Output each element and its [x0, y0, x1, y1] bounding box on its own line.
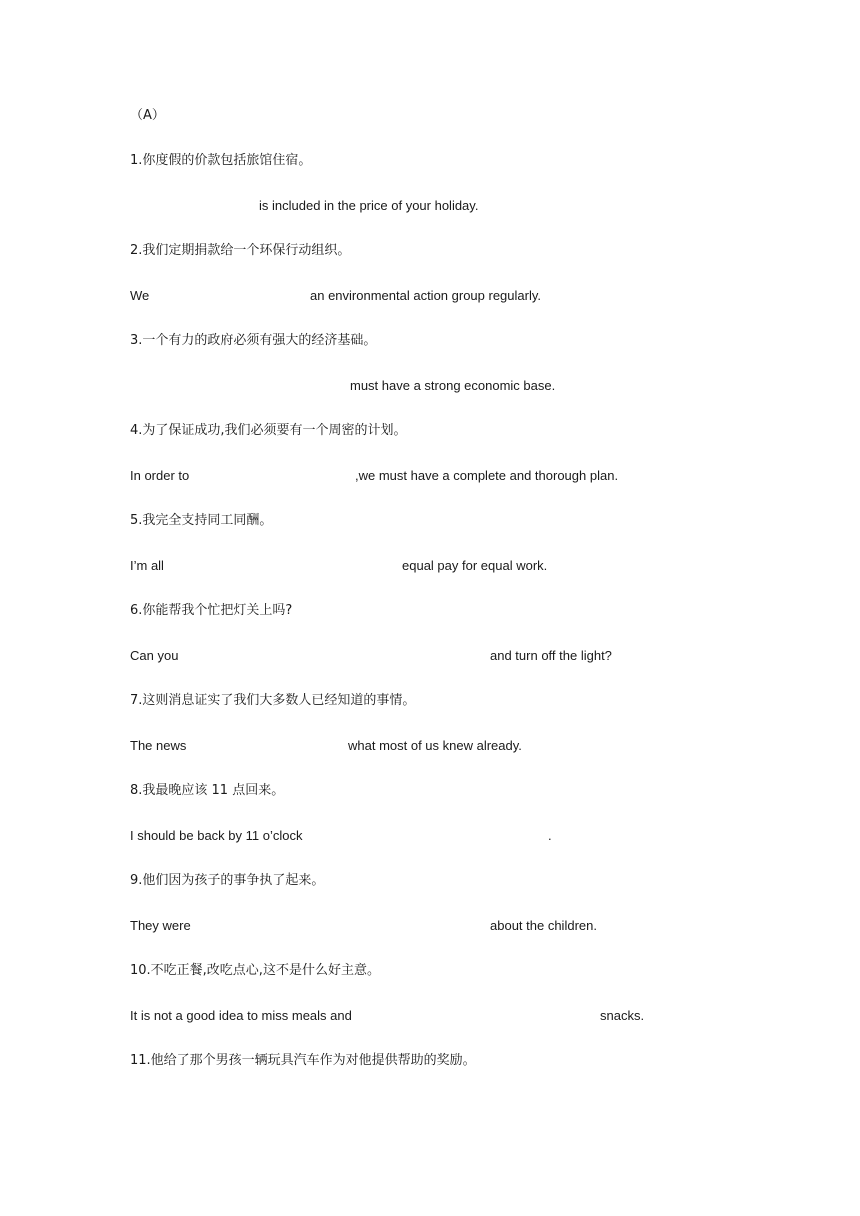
question-4-before-blank: In order to	[130, 468, 190, 483]
question-6-chinese: 6.你能帮我个忙把灯关上吗?	[130, 603, 293, 618]
question-5-before-blank: I’m all	[130, 558, 164, 573]
question-3-after-blank: must have a strong economic base.	[350, 378, 556, 393]
question-7-before-blank: The news	[130, 738, 187, 753]
question-1-after-blank: is included in the price of your holiday.	[259, 198, 479, 213]
question-8-chinese: 8.我最晚应该 11 点回来。	[130, 783, 285, 798]
question-8-after-blank: .	[548, 828, 552, 843]
question-7-after-blank: what most of us knew already.	[348, 738, 522, 753]
question-10-chinese: 10.不吃正餐,改吃点心,这不是什么好主意。	[130, 963, 380, 978]
question-7-chinese: 7.这则消息证实了我们大多数人已经知道的事情。	[130, 693, 416, 708]
question-4-after-blank: ,we must have a complete and thorough plan.	[355, 468, 619, 483]
question-3-chinese: 3.一个有力的政府必须有强大的经济基础。	[130, 333, 377, 348]
question-1-chinese: 1.你度假的价款包括旅馆住宿。	[130, 153, 312, 168]
question-2-before-blank: We	[130, 288, 150, 303]
question-9-before-blank: They were	[130, 918, 191, 933]
question-6-after-blank: and turn off the light?	[490, 648, 612, 663]
question-9-chinese: 9.他们因为孩子的事争执了起来。	[130, 873, 325, 888]
question-2-chinese: 2.我们定期捐款给一个环保行动组织。	[130, 243, 351, 258]
question-11-chinese: 11.他给了那个男孩一辆玩具汽车作为对他提供帮助的奖励。	[130, 1053, 476, 1068]
question-6-before-blank: Can you	[130, 648, 179, 663]
question-8-before-blank: I should be back by 11 o’clock	[130, 828, 303, 843]
question-5-after-blank: equal pay for equal work.	[402, 558, 548, 573]
question-10-after-blank: snacks.	[600, 1008, 645, 1023]
question-5-chinese: 5.我完全支持同工同酬。	[130, 513, 273, 528]
question-4-chinese: 4.为了保证成功,我们必须要有一个周密的计划。	[130, 423, 407, 438]
question-9-after-blank: about the children.	[490, 918, 597, 933]
question-10-before-blank: It is not a good idea to miss meals and	[130, 1008, 352, 1023]
question-2-after-blank: an environmental action group regularly.	[310, 288, 542, 303]
section-label: （A）	[130, 108, 165, 123]
